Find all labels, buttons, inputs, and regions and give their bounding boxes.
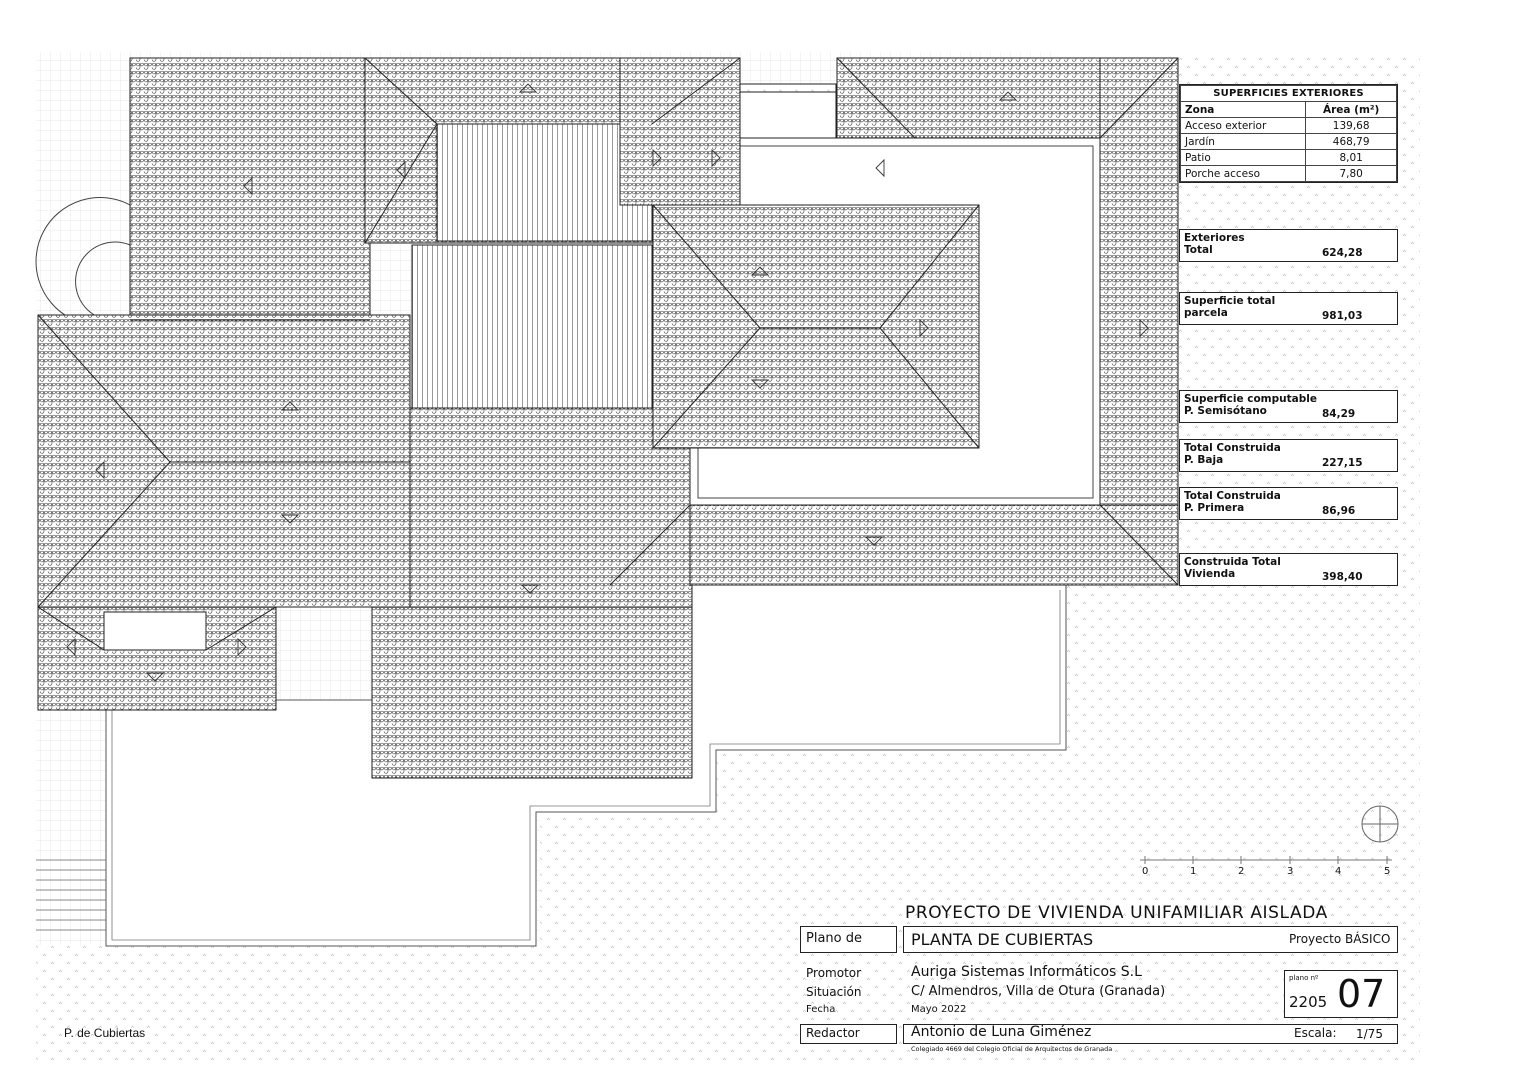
summary-label: Total Construida (1184, 490, 1281, 502)
area-cell: 8,01 (1306, 150, 1397, 166)
summary-label: P. Semisótano (1184, 405, 1267, 417)
skylight (104, 612, 206, 650)
summary-planta-baja (1179, 439, 1398, 472)
north-symbol (1362, 806, 1398, 842)
summary-value: 398,40 (1322, 571, 1363, 583)
table-row (1181, 118, 1397, 134)
summary-label: P. Baja (1184, 454, 1224, 466)
scale-tick-label: 3 (1287, 866, 1294, 877)
escala-label: Escala: (1294, 1026, 1337, 1040)
column-header-area: Área (m²) (1306, 102, 1397, 118)
area-cell: 7,80 (1306, 166, 1397, 182)
surfaces-table (1179, 84, 1398, 183)
summary-semisotano (1179, 390, 1398, 423)
roof-bottom-band (690, 505, 1178, 585)
scale-tick-label: 1 (1190, 866, 1197, 877)
summary-value: 624,28 (1322, 247, 1363, 259)
zone-cell: Jardín (1181, 134, 1306, 150)
table-row (1181, 134, 1397, 150)
scale-tick-label: 5 (1384, 866, 1391, 877)
table-row (1181, 150, 1397, 166)
summary-label: Exteriores (1184, 232, 1245, 244)
escala-value: 1/75 (1356, 1027, 1383, 1041)
scale-tick-label: 4 (1335, 866, 1342, 877)
roof-central-lower (410, 408, 692, 608)
summary-exteriores-total (1179, 229, 1398, 262)
summary-label: Superficie computable (1184, 393, 1317, 405)
promotor-label: Promotor (806, 966, 862, 980)
plano-number: 07 (1337, 972, 1386, 1016)
table-row (1181, 166, 1397, 182)
promotor-value: Auriga Sistemas Informáticos S.L (911, 964, 1142, 980)
roof-central-bottom (372, 607, 692, 778)
redactor-label: Redactor (806, 1026, 860, 1040)
summary-value: 981,03 (1322, 310, 1363, 322)
summary-label: parcela (1184, 307, 1228, 319)
plano-no-label: plano nº (1289, 974, 1319, 982)
plano-de-label: Plano de (806, 931, 862, 946)
summary-construida-total (1179, 553, 1398, 586)
area-cell: 468,79 (1306, 134, 1397, 150)
exterior-dot-area-left (36, 945, 776, 1060)
colegiado-note: Colegiado 4669 del Colegio Oficial de Arquitectos de Granada (911, 1045, 1113, 1053)
summary-value: 84,29 (1322, 408, 1356, 420)
zone-cell: Acceso exterior (1181, 118, 1306, 134)
column-header-zone: Zona (1181, 102, 1306, 118)
summary-planta-primera (1179, 487, 1398, 520)
summary-value: 86,96 (1322, 505, 1356, 517)
summary-value: 227,15 (1322, 457, 1363, 469)
fecha-label: Fecha (806, 1004, 836, 1015)
summary-superficie-parcela (1179, 292, 1398, 325)
situacion-value: C/ Almendros, Villa de Otura (Granada) (911, 984, 1166, 999)
project-type: Proyecto BÁSICO (1289, 932, 1391, 946)
summary-label: Total Construida (1184, 442, 1281, 454)
plan-label: P. de Cubiertas (64, 1026, 146, 1040)
scale-tick-label: 0 (1142, 866, 1149, 877)
area-cell: 139,68 (1306, 118, 1397, 134)
fecha-value: Mayo 2022 (911, 1004, 967, 1015)
summary-label: Total (1184, 244, 1213, 256)
redactor-value: Antonio de Luna Giménez (911, 1024, 1092, 1040)
zone-cell: Porche acceso (1181, 166, 1306, 182)
plan-name: PLANTA DE CUBIERTAS (911, 930, 1094, 949)
flat-roof-2 (412, 245, 652, 408)
roof-left-wing (38, 315, 410, 607)
summary-label: P. Primera (1184, 502, 1245, 514)
scale-tick-label: 2 (1238, 866, 1245, 877)
surfaces-table-title: SUPERFICIES EXTERIORES (1181, 86, 1397, 102)
summary-label: Vivienda (1184, 568, 1236, 580)
situacion-label: Situación (806, 985, 862, 999)
summary-label: Superficie total (1184, 295, 1276, 307)
zone-cell: Patio (1181, 150, 1306, 166)
project-title: PROYECTO DE VIVIENDA UNIFAMILIAR AISLADA (905, 903, 1328, 923)
roof-top-left (130, 58, 370, 320)
summary-label: Construida Total (1184, 556, 1281, 568)
plano-ref: 2205 (1289, 993, 1328, 1011)
